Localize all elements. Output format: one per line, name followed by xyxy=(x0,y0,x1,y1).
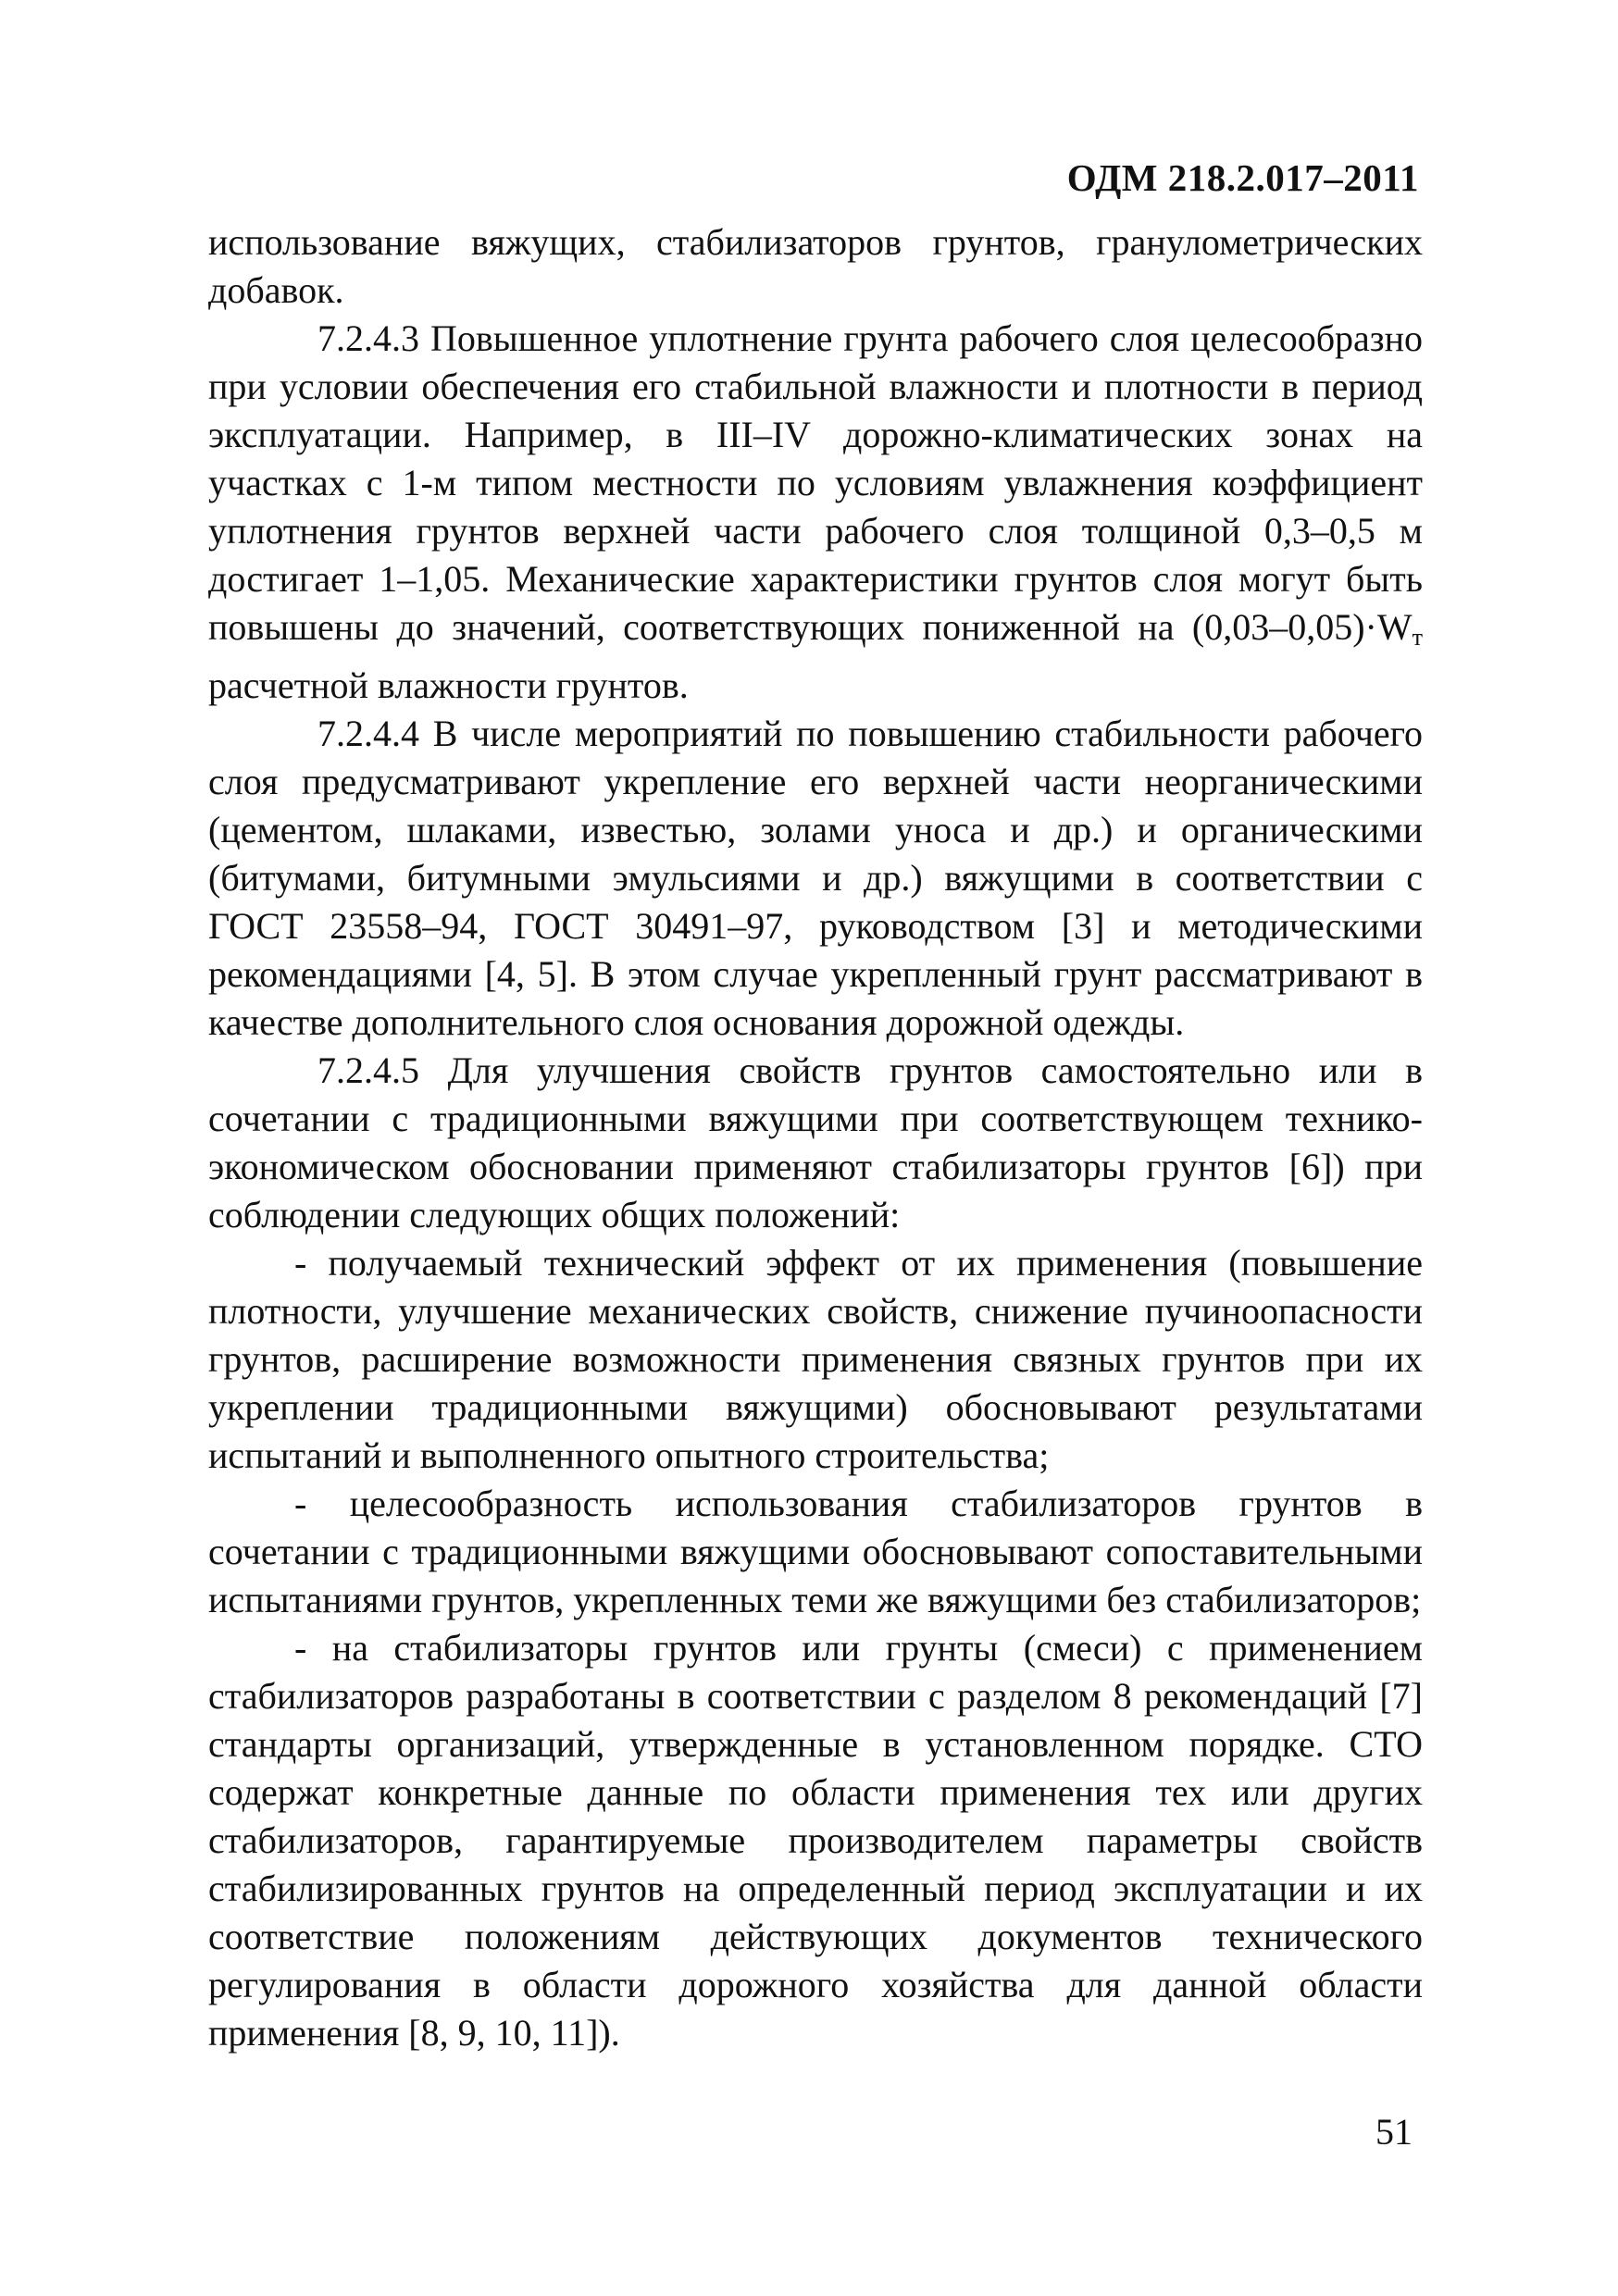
list-item-technical-effect: - получаемый технический эффект от их применения (повышение плотности, улучшение механических свойств, снижение пучиноопасности грунтов, расширение возможности применения связных грунтов при их укреплении традиционными вяжущими) обосновывают результатами испытаний и выполненного опытного строительства; xyxy=(208,1242,1423,1476)
paragraph-7-2-4-3-tail: расчетной влажности грунтов. xyxy=(208,664,689,706)
body-text xyxy=(208,218,1423,2057)
paragraph-7-2-4-3 xyxy=(208,315,1423,710)
list-item-expediency: - целесообразность использования стабилизаторов грунтов в сочетании с традиционными вяжущими обосновывают сопоставительными испытаниями грунтов, укрепленных теми же вяжущими без стабилизаторов; xyxy=(208,1483,1423,1620)
paragraph-continuation: использование вяжущих, стабилизаторов грунтов, гранулометрических добавок. xyxy=(208,221,1423,311)
document-code-header: ОДМ 218.2.017–2011 xyxy=(1066,156,1419,199)
paragraph-7-2-4-3-text: 7.2.4.3 Повышенное уплотнение грунта рабочего слоя целесообразно при условии обеспечения его стабильной влажности и плотности в период эксплуатации. Например, в III–IV дорожно-климатических зонах на участках с 1-м типом местности по условиям увлажнения коэффициент уплотнения грунтов верхней части рабочего слоя толщиной 0,3–0,5 м достигает 1–1,05. Механические характеристики грунтов слоя могут быть повышены до значений, соответствующих пониженной на (0,03–0,05)·W xyxy=(208,317,1423,648)
list-item-standards: - на стабилизаторы грунтов или грунты (смеси) с применением стабилизаторов разработаны в соответствии с разделом 8 рекомендаций [7] стандарты организаций, утвержденные в установленном порядке. СТО содержат конкретные данные по области применения тех или других стабилизаторов, гарантируемые производителем параметры свойств стабилизированных грунтов на определенный период эксплуатации и их соответствие положениям действующих документов технического регулирования в области дорожного хозяйства для данной области применения [8, 9, 10, 11]). xyxy=(208,1627,1423,2054)
page-number: 51 xyxy=(1375,2111,1413,2153)
subscript-t: т xyxy=(1412,624,1423,651)
paragraph-7-2-4-4: 7.2.4.4 В числе мероприятий по повышению стабильности рабочего слоя предусматривают укрепление его верхней части неорганическими (цементом, шлаками, известью, золами уноса и др.) и органическими (битумами, битумными эмульсиями и др.) вяжущими в соответствии с ГОСТ 23558–94, ГОСТ 30491–97, руководством [3] и методическими рекомендациями [4, 5]. В этом случае укрепленный грунт рассматривают в качестве дополнительного слоя основания дорожной одежды. xyxy=(208,713,1423,1043)
paragraph-7-2-4-5: 7.2.4.5 Для улучшения свойств грунтов самостоятельно или в сочетании с традиционными вяжущими при соответствующем технико-экономическом обосновании применяют стабилизаторы грунтов [6]) при соблюдении следующих общих положений: xyxy=(208,1049,1423,1235)
